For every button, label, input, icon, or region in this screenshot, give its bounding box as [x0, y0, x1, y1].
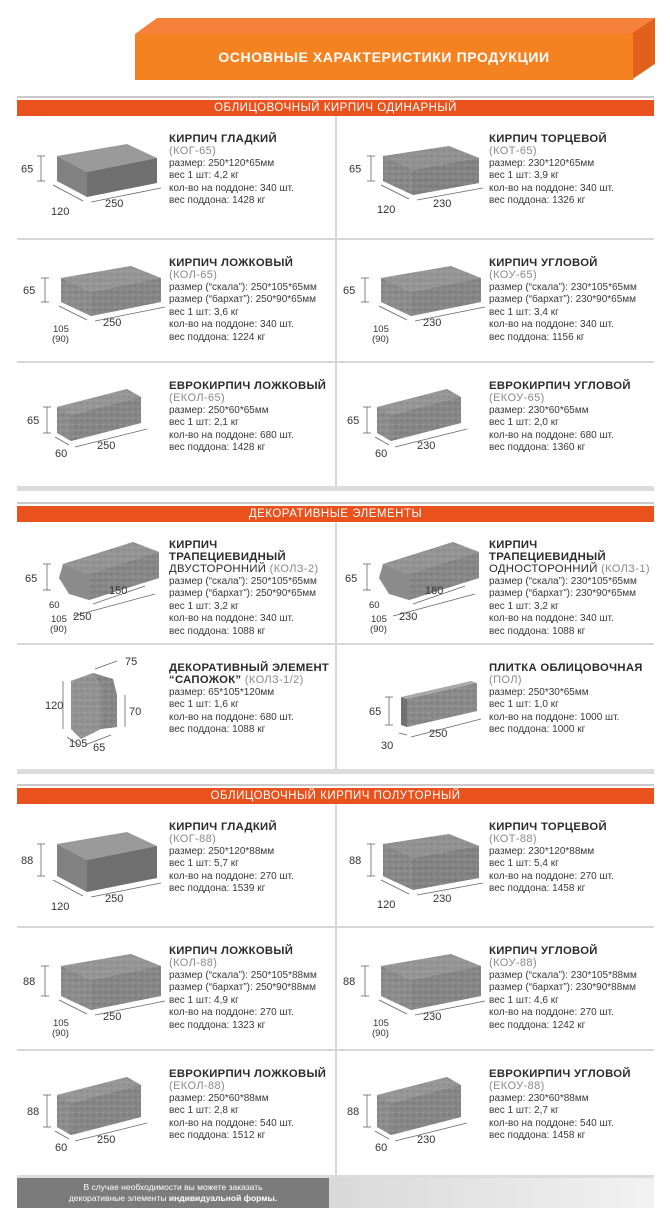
dimension-label: 230 — [423, 317, 442, 329]
footer-line-2 — [17, 1193, 329, 1204]
product-spec: вес поддона: 1326 кг — [489, 195, 586, 207]
product-text — [169, 380, 331, 455]
dimension-label: 230 — [423, 1011, 442, 1023]
product-spec: размер (“скала”): 230*105*88мм — [489, 970, 637, 981]
dimension-label: 105 — [53, 324, 69, 335]
product-spec: вес поддона: 1512 кг — [169, 1130, 266, 1142]
product-code: (КОУ-65) — [489, 269, 538, 281]
page-title: ОСНОВНЫЕ ХАРАКТЕРИСТИКИ ПРОДУКЦИИ — [218, 49, 550, 65]
product-title: ЕВРОКИРПИЧ УГЛОВОЙ — [489, 380, 631, 392]
product-text — [489, 945, 650, 1032]
brick-drawing — [17, 363, 167, 487]
dimension-label: 250 — [105, 893, 124, 905]
product-spec: кол-во на поддоне: 340 шт. — [489, 319, 614, 331]
brick-illustration — [17, 116, 167, 238]
product-card — [17, 1051, 335, 1175]
product-text — [489, 257, 650, 344]
header-banner — [135, 18, 655, 82]
product-row — [17, 116, 654, 240]
dimension-label: 120 — [51, 901, 70, 913]
product-spec: вес 1 шт: 2,8 кг — [169, 1105, 239, 1117]
banner-top-face — [135, 18, 655, 34]
product-title: КИРПИЧ ГЛАДКИЙ — [169, 821, 277, 833]
banner-front-face — [135, 34, 633, 80]
brick-drawing — [17, 804, 167, 928]
product-code: (КОЛЗ-2) — [269, 563, 319, 575]
dimension-label: 65 — [345, 573, 358, 585]
product-title: КИРПИЧ УГЛОВОЙ — [489, 945, 598, 957]
product-spec: вес 1 шт: 2,1 кг — [169, 417, 239, 429]
dimension-label: (90) — [372, 1028, 389, 1039]
dimension-label: 60 — [375, 448, 388, 460]
product-spec: кол-во на поддоне: 1000 шт. — [489, 711, 620, 723]
product-spec: вес 1 шт: 4,6 кг — [489, 994, 559, 1006]
brick-shape — [57, 1077, 141, 1135]
dimension-label: 88 — [23, 976, 36, 988]
product-row — [17, 363, 654, 487]
dimension-label: 105 — [373, 324, 389, 335]
product-code: (КОЛЗ-1) — [601, 563, 650, 575]
product-spec: размер (“бархат”): 230*90*88мм — [489, 982, 637, 994]
product-title: ЕВРОКИРПИЧ УГЛОВОЙ — [489, 1068, 631, 1080]
product-text — [169, 539, 331, 638]
brick-illustration — [17, 1051, 167, 1175]
brick-drawing — [337, 522, 487, 646]
product-title: КИРПИЧ ТОРЦЕВОЙ — [489, 133, 607, 145]
product-spec: вес поддона: 1088 кг — [489, 625, 586, 637]
brick-drawing — [17, 522, 167, 646]
product-spec: размер (“скала”): 230*105*65мм — [489, 576, 637, 587]
brick-illustration — [337, 928, 487, 1049]
brick-drawing — [17, 116, 167, 240]
brick-shape — [381, 954, 481, 1010]
brick-shape — [71, 673, 117, 739]
product-code: (ПОЛ) — [489, 674, 522, 686]
product-text — [169, 945, 331, 1032]
dimension-label: 65 — [369, 706, 382, 718]
product-spec: размер (“скала”): 250*105*88мм — [169, 970, 317, 981]
dimension-label: 250 — [97, 440, 116, 452]
section-title-decorative: ДЕКОРАТИВНЫЕ ЭЛЕМЕНТЫ — [17, 506, 654, 522]
product-title: КИРПИЧ ЛОЖКОВЫЙ — [169, 257, 294, 269]
product-card — [335, 522, 654, 643]
footer-line-1: В случае необходимости вы можете заказать — [83, 1182, 263, 1192]
product-title: КИРПИЧ ЛОЖКОВЫЙ — [169, 945, 294, 957]
product-card — [17, 928, 335, 1049]
brick-drawing — [337, 804, 487, 928]
dimension-label: 65 — [25, 573, 38, 585]
dimension-label: 180 — [425, 585, 444, 597]
dimension-label: 60 — [49, 600, 60, 611]
dimension-label: (90) — [52, 334, 69, 345]
product-spec: размер (“скала”): 230*105*65мм — [489, 282, 637, 293]
product-card — [335, 116, 654, 238]
brick-shape — [377, 1077, 461, 1135]
product-title: ЕВРОКИРПИЧ ЛОЖКОВЫЙ — [169, 1068, 327, 1080]
dimension-label: 105 — [53, 1018, 69, 1029]
product-spec: кол-во на поддоне: 340 шт. — [169, 319, 294, 331]
brick-drawing — [337, 116, 487, 240]
product-spec: вес поддона: 1156 кг — [489, 331, 585, 343]
dimension-label: 250 — [103, 317, 122, 329]
product-code: (ЕКОЛ-88) — [169, 1080, 226, 1092]
section-title-one-and-half: ОБЛИЦОВОЧНЫЙ КИРПИЧ ПОЛУТОРНЫЙ — [17, 788, 654, 804]
footer-line-2-bold: индивидуальной формы. — [168, 1193, 278, 1203]
product-spec: вес 1 шт: 3,4 кг — [489, 306, 559, 318]
product-title: КИРПИЧ ТОРЦЕВОЙ — [489, 821, 607, 833]
product-spec: вес поддона: 1360 кг — [489, 442, 586, 454]
dimension-label: 65 — [93, 742, 106, 754]
dimension-label: 88 — [349, 855, 362, 867]
product-code: (КОГ-65) — [169, 145, 217, 157]
product-card — [17, 645, 335, 769]
brick-drawing — [337, 363, 487, 487]
product-spec: кол-во на поддоне: 540 шт. — [489, 1117, 614, 1129]
product-card — [17, 240, 335, 361]
dimension-label: 250 — [73, 611, 92, 623]
dimension-label: 120 — [51, 206, 70, 218]
brick-illustration — [337, 522, 487, 643]
product-title: КИРПИЧ ГЛАДКИЙ — [169, 133, 277, 145]
footer-shade — [329, 1178, 654, 1208]
product-row — [17, 522, 654, 645]
product-title: КИРПИЧ УГЛОВОЙ — [489, 257, 598, 269]
product-code: (КОТ-65) — [489, 145, 537, 157]
dimension-label: 60 — [55, 448, 68, 460]
brick-illustration — [337, 1051, 487, 1175]
product-spec: размер: 250*30*65мм — [489, 687, 589, 698]
brick-shape — [383, 834, 479, 890]
dimension-label: (90) — [52, 1028, 69, 1039]
product-spec: кол-во на поддоне: 340 шт. — [489, 613, 614, 625]
dimension-label: 230 — [433, 198, 452, 210]
section-divider — [17, 769, 654, 774]
brick-illustration — [17, 645, 167, 769]
brick-illustration — [337, 645, 487, 769]
product-spec: размер: 230*60*88мм — [489, 1093, 589, 1104]
brick-illustration — [17, 522, 167, 643]
footer-line-2-text: декоративные элементы — [68, 1193, 169, 1203]
product-code: (ЕКОУ-88) — [489, 1080, 545, 1092]
product-code: (ЕКОУ-65) — [489, 392, 545, 404]
product-text — [489, 133, 650, 208]
product-spec: размер: 250*60*88мм — [169, 1093, 269, 1104]
product-code: (КОТ-88) — [489, 833, 537, 845]
dimension-label: 230 — [399, 611, 418, 623]
dimension-label: 250 — [429, 728, 448, 740]
dimension-label: 250 — [105, 198, 124, 210]
product-card — [335, 240, 654, 361]
dimension-label: (90) — [50, 624, 67, 635]
dimension-label: 65 — [27, 415, 40, 427]
brick-drawing — [337, 928, 487, 1052]
product-spec: вес поддона: 1458 кг — [489, 1130, 586, 1142]
product-code: (ЕКОЛ-65) — [169, 392, 226, 404]
product-spec: вес 1 шт: 1,6 кг — [169, 699, 239, 711]
product-spec: вес 1 шт: 3,6 кг — [169, 306, 239, 318]
product-text — [489, 539, 650, 638]
product-card — [335, 1051, 654, 1175]
product-text — [489, 821, 650, 896]
product-spec: вес поддона: 1242 кг — [489, 1019, 586, 1031]
product-card — [17, 116, 335, 238]
product-spec: вес 1 шт: 3,9 кг — [489, 170, 559, 182]
product-spec: размер (“бархат”): 250*90*65мм — [169, 588, 317, 600]
dimension-label: 88 — [343, 976, 356, 988]
brick-illustration — [17, 363, 167, 487]
product-subtitle: ОДНОСТОРОННИЙ — [489, 563, 598, 575]
product-card — [335, 804, 654, 926]
brick-illustration — [337, 116, 487, 238]
product-code: (КОЛ-65) — [169, 269, 218, 281]
product-spec: размер (“бархат”): 250*90*88мм — [169, 982, 317, 994]
product-spec: размер (“бархат”): 230*90*65мм — [489, 294, 637, 306]
product-spec: кол-во на поддоне: 270 шт. — [489, 1007, 614, 1019]
dimension-label: 105 — [373, 1018, 389, 1029]
dimension-label: 105 — [371, 614, 387, 625]
product-code: (КОЛЗ-1/2) — [244, 674, 304, 686]
brick-drawing — [337, 240, 487, 364]
brick-shape — [377, 389, 461, 441]
footer-note — [17, 1178, 329, 1208]
brick-drawing — [17, 645, 167, 769]
product-spec: кол-во на поддоне: 680 шт. — [169, 429, 294, 441]
product-spec: кол-во на поддоне: 270 шт. — [169, 870, 294, 882]
dimension-label: 120 — [45, 700, 64, 712]
product-row — [17, 804, 654, 928]
dimension-label: 250 — [97, 1134, 116, 1146]
product-card — [17, 363, 335, 487]
product-spec: размер (“скала”): 250*105*65мм — [169, 282, 317, 293]
product-spec: вес 1 шт: 3,2 кг — [169, 600, 239, 612]
product-row — [17, 645, 654, 769]
product-spec: кол-во на поддоне: 540 шт. — [169, 1117, 294, 1129]
product-spec: размер: 230*120*65мм — [489, 158, 595, 169]
product-spec: размер (“бархат”): 230*90*65мм — [489, 588, 637, 600]
product-spec: вес поддона: 1088 кг — [169, 724, 266, 736]
dimension-label: 250 — [103, 1011, 122, 1023]
product-spec: размер: 65*105*120мм — [169, 687, 275, 698]
dimension-label: (90) — [372, 334, 389, 345]
product-card — [335, 645, 654, 769]
dimension-label: 230 — [433, 893, 452, 905]
product-title: КИРПИЧ ТРАПЕЦИЕВИДНЫЙ — [169, 539, 286, 563]
product-title: ЕВРОКИРПИЧ ЛОЖКОВЫЙ — [169, 380, 327, 392]
brick-drawing — [17, 1051, 167, 1175]
dimension-label: 65 — [343, 285, 356, 297]
brick-shape — [57, 832, 157, 892]
product-code: (КОЛ-88) — [169, 957, 218, 969]
brick-drawing — [17, 928, 167, 1052]
brick-shape — [57, 144, 157, 197]
product-spec: кол-во на поддоне: 680 шт. — [169, 711, 294, 723]
product-card — [17, 522, 335, 643]
product-subtitle: ДВУСТОРОННИЙ — [169, 563, 267, 575]
dimension-label: 230 — [417, 1134, 436, 1146]
brick-drawing — [337, 645, 487, 769]
product-spec: размер: 230*120*88мм — [489, 846, 595, 857]
product-spec: размер (“бархат”): 250*90*65мм — [169, 294, 317, 306]
brick-shape — [401, 681, 477, 727]
product-spec: размер: 250*120*65мм — [169, 158, 275, 169]
product-spec: кол-во на поддоне: 270 шт. — [169, 1007, 294, 1019]
brick-illustration — [337, 804, 487, 926]
brick-drawing — [337, 1051, 487, 1175]
product-spec: вес 1 шт: 5,7 кг — [169, 858, 239, 870]
grid-decorative — [17, 522, 654, 769]
product-spec: вес поддона: 1428 кг — [169, 442, 266, 454]
dimension-label: 65 — [23, 285, 36, 297]
product-row — [17, 240, 654, 363]
product-spec: кол-во на поддоне: 270 шт. — [489, 870, 614, 882]
product-card — [335, 363, 654, 487]
brick-illustration — [17, 804, 167, 926]
product-spec: вес поддона: 1224 кг — [169, 331, 266, 343]
product-spec: кол-во на поддоне: 340 шт. — [169, 182, 294, 194]
dimension-label: 88 — [347, 1106, 360, 1118]
dimension-label: 105 — [69, 738, 88, 750]
dimension-label: 65 — [347, 415, 360, 427]
dimension-label: 105 — [51, 614, 67, 625]
product-spec: вес поддона: 1539 кг — [169, 883, 266, 895]
dimension-label: 60 — [369, 600, 380, 611]
product-spec: кол-во на поддоне: 340 шт. — [169, 613, 294, 625]
product-spec: размер (“скала”): 250*105*65мм — [169, 576, 317, 587]
product-spec: размер: 250*120*88мм — [169, 846, 275, 857]
grid-single — [17, 116, 654, 487]
dimension-label: 75 — [125, 656, 138, 668]
dimension-label: (90) — [370, 624, 387, 635]
product-card — [17, 804, 335, 926]
product-code: (КОГ-88) — [169, 833, 217, 845]
product-spec: размер: 230*60*65мм — [489, 405, 589, 416]
product-text — [169, 1068, 331, 1143]
product-text — [169, 257, 331, 344]
brick-shape — [61, 266, 161, 316]
section-title-single: ОБЛИЦОВОЧНЫЙ КИРПИЧ ОДИНАРНЫЙ — [17, 100, 654, 116]
product-title: КИРПИЧ ТРАПЕЦИЕВИДНЫЙ — [489, 539, 606, 563]
product-spec: кол-во на поддоне: 340 шт. — [489, 182, 614, 194]
product-spec: вес поддона: 1428 кг — [169, 195, 266, 207]
dimension-label: 65 — [349, 163, 362, 176]
product-spec: вес 1 шт: 2,0 кг — [489, 417, 559, 429]
brick-illustration — [337, 240, 487, 361]
dimension-label: 230 — [417, 440, 436, 452]
brick-illustration — [17, 928, 167, 1049]
product-text — [489, 662, 650, 737]
product-title: ДЕКОРАТИВНЫЙ ЭЛЕМЕНТ — [169, 662, 330, 674]
product-spec: вес 1 шт: 1,0 кг — [489, 699, 559, 711]
product-subtitle-line — [169, 563, 331, 576]
brick-shape — [383, 146, 479, 195]
product-spec: вес поддона: 1000 кг — [489, 724, 586, 736]
brick-shape — [61, 954, 161, 1010]
dimension-label: 30 — [381, 740, 394, 752]
product-spec: вес поддона: 1323 кг — [169, 1019, 266, 1031]
product-spec: вес 1 шт: 5,4 кг — [489, 858, 559, 870]
dimension-label: 88 — [27, 1106, 40, 1118]
brick-illustration — [17, 240, 167, 361]
dimension-label: 70 — [129, 706, 142, 718]
product-card — [335, 928, 654, 1049]
dimension-label: 65 — [21, 163, 34, 176]
dimension-label: 60 — [55, 1142, 68, 1154]
product-row — [17, 928, 654, 1051]
product-spec: вес поддона: 1458 кг — [489, 883, 586, 895]
product-spec: вес 1 шт: 4,2 кг — [169, 170, 239, 182]
product-spec: вес 1 шт: 4,9 кг — [169, 994, 239, 1006]
dimension-label: 120 — [377, 899, 396, 911]
brick-shape — [57, 389, 141, 441]
grid-one-and-half — [17, 804, 654, 1175]
dimension-label: 120 — [377, 204, 396, 216]
product-row — [17, 1051, 654, 1175]
dimension-label: 88 — [21, 855, 34, 867]
product-spec: вес поддона: 1088 кг — [169, 625, 266, 637]
dimension-label: 150 — [109, 585, 128, 597]
product-text — [489, 1068, 650, 1143]
product-subtitle-line — [489, 563, 650, 576]
product-spec: размер: 250*60*65мм — [169, 405, 269, 416]
brick-illustration — [337, 363, 487, 487]
brick-shape — [381, 266, 481, 316]
section-divider — [17, 486, 654, 491]
product-spec: вес 1 шт: 3,2 кг — [489, 600, 559, 612]
dimension-label: 60 — [375, 1142, 388, 1154]
product-text — [489, 380, 650, 455]
product-subtitle-line — [169, 674, 331, 687]
product-spec: кол-во на поддоне: 680 шт. — [489, 429, 614, 441]
brick-drawing — [17, 240, 167, 364]
product-spec: вес 1 шт: 2,7 кг — [489, 1105, 559, 1117]
product-text — [169, 821, 331, 896]
product-title: ПЛИТКА ОБЛИЦОВОЧНАЯ — [489, 662, 643, 674]
product-code: (КОУ-88) — [489, 957, 538, 969]
product-text — [169, 662, 331, 737]
product-text — [169, 133, 331, 208]
product-subtitle: “САПОЖОК” — [169, 674, 242, 686]
